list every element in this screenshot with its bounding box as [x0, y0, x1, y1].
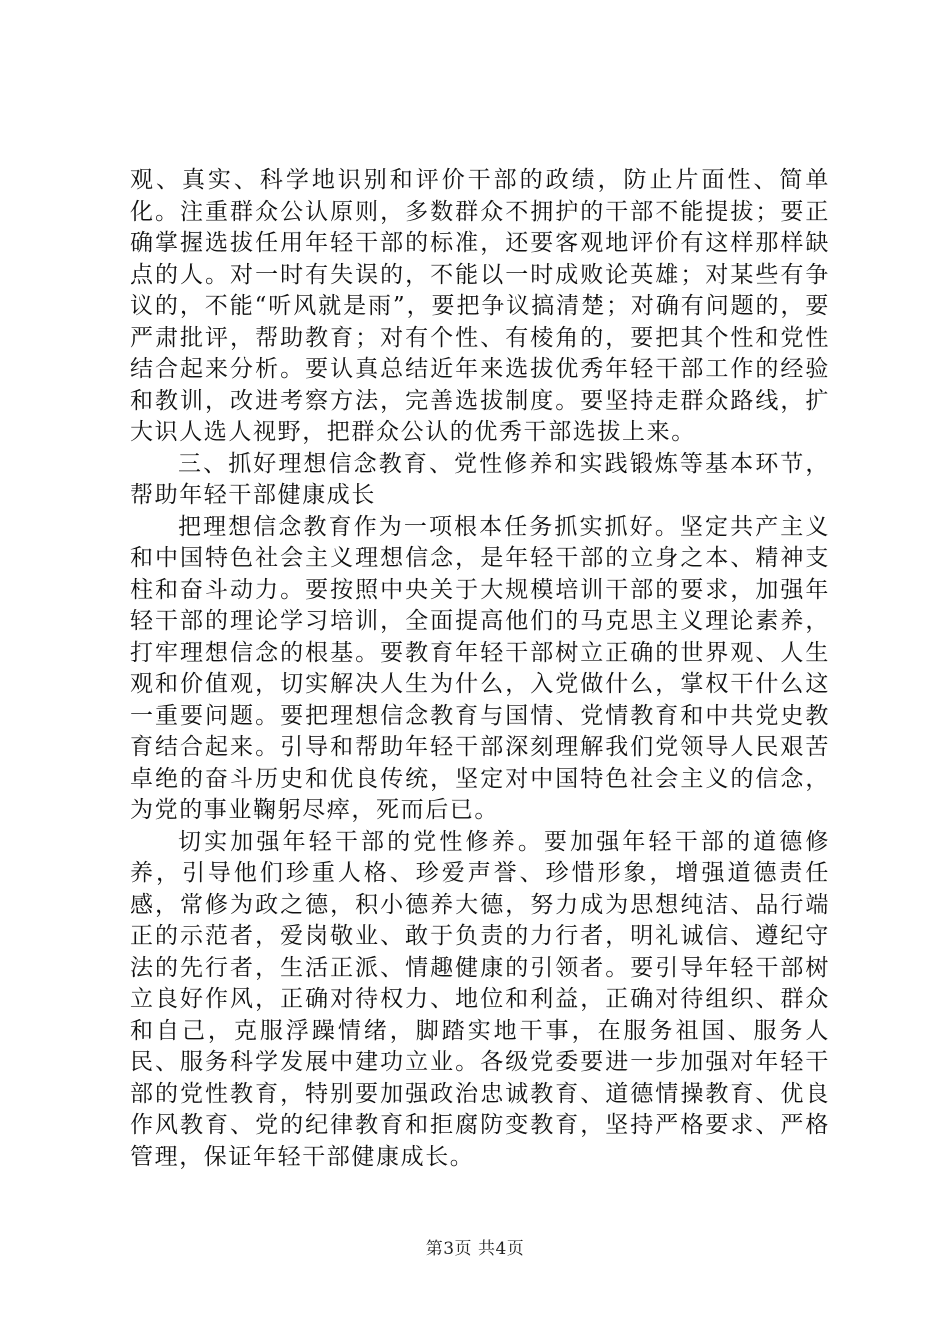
section-heading-3: 三、抓好理想信念教育、党性修养和实践锻炼等基本环节，帮助年轻干部健康成长 [130, 450, 830, 508]
paragraph-1: 观、真实、科学地识别和评价干部的政绩，防止片面性、简单化。注重群众公认原则，多数群众不拥护的干部不能提拔；要正确掌握选拔任用年轻干部的标准，还要客观地评价有这样那样缺点的人。对一时有失误的，不能以一时成败论英雄；对某些有争议的，不能“听风就是雨”，要把争议搞清楚；对确有问题的，要严肃批评，帮助教育；对有个性、有棱角的，要把其个性和党性结合起来分析。要认真总结近年来选拔优秀年轻干部工作的经验和教训，改进考察方法，完善选拔制度。要坚持走群众路线，扩大识人选人视野，把群众公认的优秀干部选拔上来。 [130, 167, 830, 445]
document-body [130, 165, 830, 1173]
page-number-footer: 第3页 共4页 [425, 1239, 525, 1259]
paragraph-ideal-belief: 把理想信念教育作为一项根本任务抓实抓好。坚定共产主义和中国特色社会主义理想信念，是年轻干部的立身之本、精神支柱和奋斗动力。要按照中央关于大规模培训干部的要求，加强年轻干部的理论学习培训，全面提高他们的马克思主义理论素养，打牢理想信念的根基。要教育年轻干部树立正确的世界观、人生观和价值观，切实解决人生为什么，入党做什么，掌权干什么这一重要问题。要把理想信念教育与国情、党情教育和中共党史教育结合起来。引导和帮助年轻干部深刻理解我们党领导人民艰苦卓绝的奋斗历史和优良传统，坚定对中国特色社会主义的信念，为党的事业鞠躬尽瘁，死而后已。 [130, 513, 830, 823]
paragraph-party-spirit: 切实加强年轻干部的党性修养。要加强年轻干部的道德修养，引导他们珍重人格、珍爱声誉、珍惜形象，增强道德责任感，常修为政之德，积小德养大德，努力成为思想纯洁、品行端正的示范者，爱岗敬业、敢于负责的力行者，明礼诚信、遵纪守法的先行者，生活正派、情趣健康的引领者。要引导年轻干部树立良好作风，正确对待权力、地位和利益，正确对待组织、群众和自己，克服浮躁情绪，脚踏实地干事，在服务祖国、服务人民、服务科学发展中建功立业。各级党委要进一步加强对年轻干部的党性教育，特别要加强政治忠诚教育、道德情操教育、优良作风教育、党的纪律教育和拒腐防变教育，坚持严格要求、严格管理，保证年轻干部健康成长。 [130, 828, 830, 1170]
